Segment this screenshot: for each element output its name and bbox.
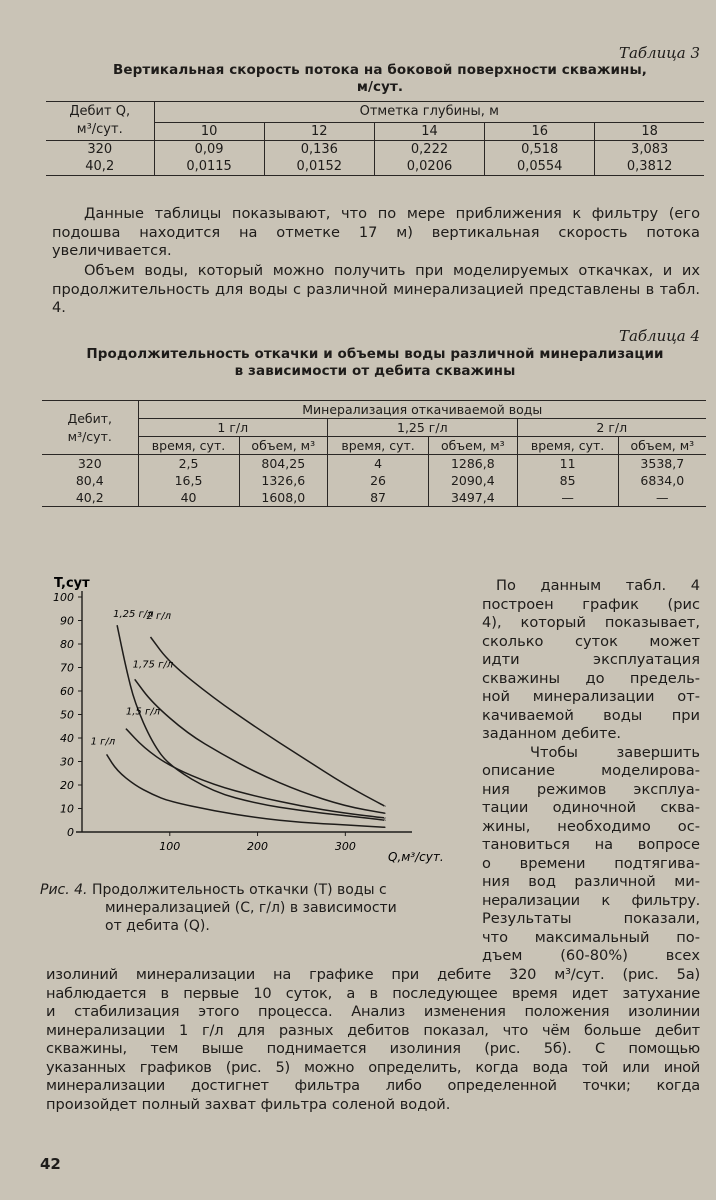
table3-cell: 0,518 [485,141,595,159]
y-tick-label: 90 [60,614,74,628]
table3-cell-debit: 320 [87,142,113,157]
table3-cell: 0,0554 [485,158,595,176]
y-tick-label: 10 [60,802,74,816]
side-line: описание моделирова- [482,762,700,779]
curve-label: 1,75 г/л [132,659,174,671]
y-tick-label: 30 [60,755,74,769]
bottom-line: изолиний минерализации на графике при дебите 320 м³/сут. (рис. 5а) [46,966,700,983]
table4-cell: 85 [517,472,618,489]
table4-label: Таблица 4 [618,327,700,345]
bottom-line: наблюдается в первые 10 суток, а в последующее время идет затухание [46,984,700,1002]
table4-group-1: 1 г/л [138,419,328,437]
bottom-line: минерализации 1 г/л для разных дебитов показал, что чём больше дебит [46,1021,700,1039]
chart-y-axis-label: T,сут [54,576,90,591]
side-line: жины, необходимо ос- [482,817,700,835]
side-line: заданном дебите. [482,725,622,742]
table3-cell: 3,083 [595,141,704,159]
table4-cell: 2090,4 [429,472,518,489]
table3-title-line2: м/сут. [356,79,404,95]
table4-cell: 2,5 [138,455,239,473]
y-tick-label: 60 [60,685,74,698]
table4-cell: 1286,8 [429,455,518,473]
side-line: скважины до предель- [482,669,700,687]
table4-title [50,346,700,380]
table4-cell-debit: 40,2 [75,490,104,505]
side-line: По данным табл. 4 [496,577,700,594]
x-tick-label: 100 [159,840,181,853]
chart-lines [107,625,385,827]
bottom-line: указанных графиков (рис. 5) можно определить, когда вода той или иной [46,1058,700,1076]
side-line: ния режимов эксплуа- [482,780,700,798]
side-line: нерализации к фильтру. [482,891,700,909]
table4-head-debit-line1: Дебит, [67,410,113,426]
paragraph-1: Данные таблицы показывают, что по мере приближения к фильтру (его подошва находится на отметке 17 м) вертикальная скорость потока увеличивается. [52,205,700,259]
x-tick-label: 200 [247,840,269,853]
side-line: идти эксплуатация [482,651,700,668]
table3-depth: 16 [485,123,595,141]
table3-cell: 0,0152 [264,158,374,176]
curve-label: 1,25 г/л [113,609,154,621]
table3-cell: 0,3812 [595,158,704,176]
bottom-line: произойдет полный захват фильтра соленой водой. [46,1095,451,1113]
side-line: Чтобы завершить [530,743,700,761]
side-line: ной минерализации от- [482,688,700,705]
figure-4-caption [40,881,460,935]
table4-cell: 16,5 [138,472,239,489]
table3-depth: 14 [374,123,484,141]
side-line: построен график (рис [482,595,700,613]
bottom-line: и стабилизация этого процесса. Анализ изменения положения изолинии [46,1003,700,1020]
table4-sub-time: время, сут. [517,437,618,455]
table4-group-2: 1,25 г/л [328,419,518,437]
table4-cell: 26 [328,472,429,489]
side-line: тации одиночной сква- [482,799,700,816]
table4-sub-time: время, сут. [138,437,239,455]
figure-4-chart [20,565,460,865]
table3-cell: 0,09 [154,141,264,159]
chart-curve-labels [91,609,174,747]
side-line: тановиться на вопросе [482,836,700,853]
table4-head-debit-line2: м³/сут. [67,428,112,444]
table3-cell: 0,0206 [374,158,484,176]
curve-label: 1 г/л [90,736,116,748]
caption-prefix: Рис. 4. [40,882,88,898]
curve-1-25-г-л [117,625,385,820]
side-line: о времени подтягива- [482,854,700,872]
side-line: Результаты показали, [482,910,700,927]
table4-head-debit [42,401,138,455]
y-tick-label: 40 [60,732,74,745]
table4-cell: 804,25 [239,455,328,473]
table4-title-line2: в зависимости от дебита скважины [234,363,516,379]
table3-title-line1: Вертикальная скорость потока на боковой поверхности скважины, [113,62,647,78]
table4-cell: — [618,489,706,507]
table4-cell: 3497,4 [429,489,518,507]
chart-ticks [53,591,356,853]
table4-cell-debit: 320 [77,456,102,471]
table3-depth: 12 [264,123,374,141]
table4-sub-volume: объем, м³ [239,437,328,455]
side-line: дъем (60-80%) всех [482,947,700,964]
table-row [42,472,706,489]
bottom-line: минерализации достигнет фильтра либо определенной точки; когда [46,1077,700,1094]
page-number: 42 [40,1155,61,1173]
chart-x-axis-label: Q,м³/сут. [388,850,444,864]
curve-2-г-л [151,637,385,806]
table4-sub-volume: объем, м³ [429,437,518,455]
table4-cell: 1326,6 [239,472,328,489]
table4-cell: — [517,489,618,507]
table3-head-group: Отметка глубины, м [154,102,704,123]
table4-sub-time: время, сут. [328,437,429,455]
curve-1-5-г-л [126,729,385,818]
side-text-column [482,577,700,966]
table4-cell: 11 [517,455,618,473]
table4-cell: 1608,0 [239,489,328,507]
bottom-line: скважины, тем выше поднимается изолиния (рис. 5б). С помощью [46,1040,700,1057]
table4-cell: 87 [328,489,429,507]
y-tick-label: 0 [67,826,74,839]
table4-cell: 40 [138,489,239,507]
y-tick-label: 20 [60,779,74,792]
table-row [42,489,706,507]
table4-title-line1: Продолжительность откачки и объемы воды различной минерализации [86,346,664,362]
side-line: сколько суток может [482,632,700,650]
table-row [42,455,706,473]
table3-head-debit-line2: м³/сут. [76,122,123,137]
table4 [42,400,706,507]
table3-head-debit [46,102,154,141]
side-line: 4), который показывает, [482,614,700,631]
table3-cell: 0,222 [374,141,484,159]
table3 [46,101,704,176]
side-line: что максимальный по- [482,928,700,946]
curve-label: 1,5 г/л [125,706,160,718]
y-tick-label: 100 [53,591,74,604]
curve-1-75-г-л [135,679,385,813]
y-tick-label: 70 [60,661,74,675]
caption-text-1: Продолжительность откачки (T) воды с [91,882,387,898]
table3-head-debit-line1: Дебит Q, [69,104,131,119]
table3-depth: 18 [595,123,704,141]
table3-title [60,62,700,96]
table4-cell-debit: 80,4 [75,473,104,488]
table3-cell: 0,0115 [154,158,264,176]
caption-line-3: от дебита (Q). [105,918,210,934]
table3-depth: 10 [154,123,264,141]
side-line: качиваемой воды при [482,706,700,724]
table-row [46,141,704,159]
y-tick-label: 50 [60,708,74,722]
side-line: ния вод различной ми- [482,873,700,890]
table3-cell: 0,136 [264,141,374,159]
table3-cell-debit: 40,2 [85,159,115,174]
table4-cell: 4 [328,455,429,473]
table4-cell: 6834,0 [618,472,706,489]
curve-1-г-л [107,754,385,827]
curve-label: 2 г/л [146,610,172,622]
table-row [46,158,704,176]
y-tick-label: 80 [60,638,74,651]
table4-head-group: Минерализация откачиваемой воды [138,401,706,419]
bottom-text [46,966,700,1114]
caption-line-2: минерализацией (C, г/л) в зависимости [105,900,397,916]
table4-group-3: 2 г/л [517,419,706,437]
table4-sub-volume: объем, м³ [618,437,706,455]
caption-line-1 [40,881,460,899]
table3-label: Таблица 3 [618,44,700,62]
table4-cell: 3538,7 [618,455,706,473]
x-tick-label: 300 [334,840,356,853]
paragraph-2: Объем воды, который можно получить при моделируемых откачках, и их продолжительность для воды с различной минерализацией представлены в табл. 4. [52,262,700,316]
